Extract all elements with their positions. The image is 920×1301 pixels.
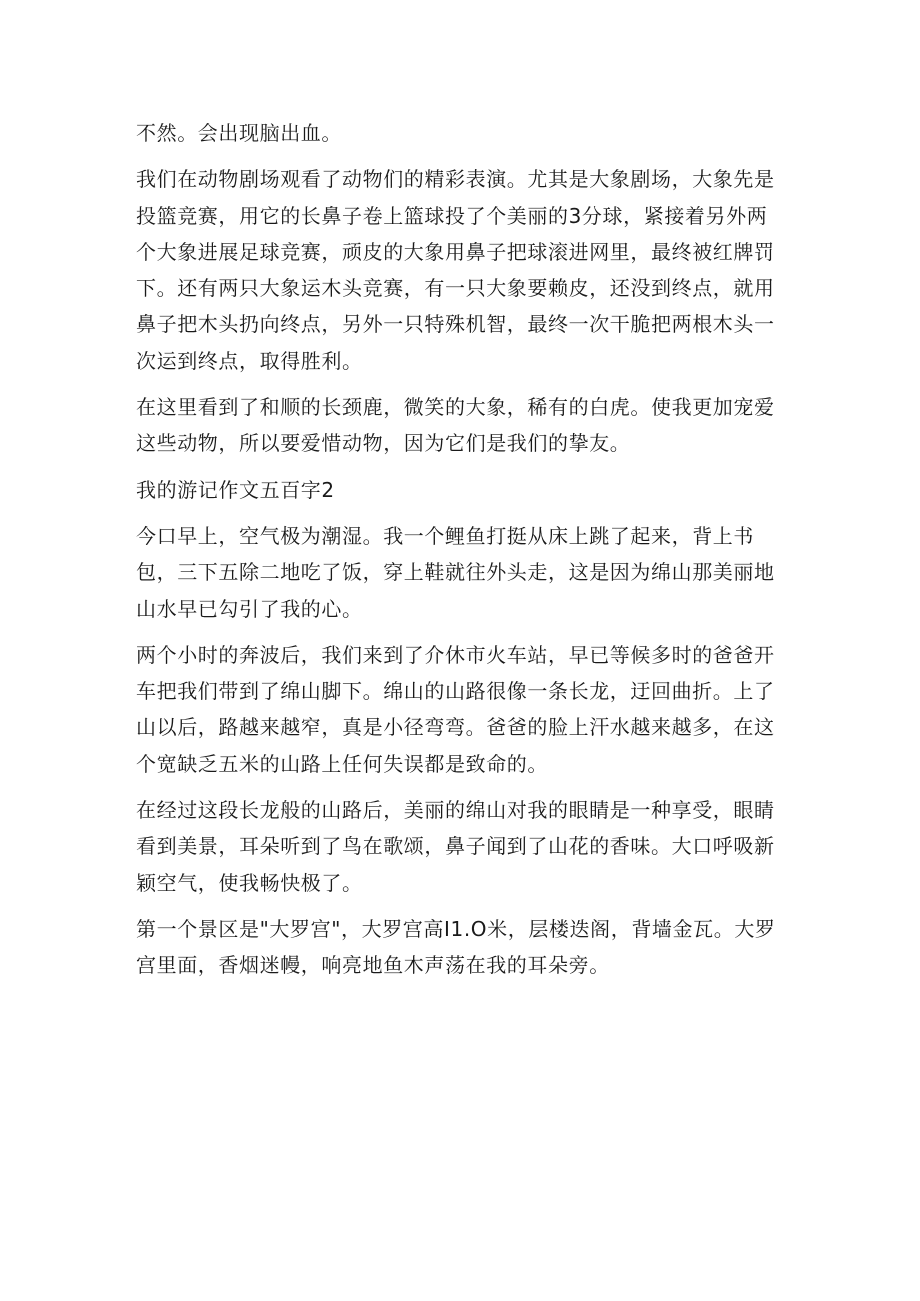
document-body: [136, 115, 786, 984]
paragraph-3: 在这里看到了和顺的长颈鹿，微笑的大象，稀有的白虎。使我更加宠爱这些动物，所以要爱惜动物，因为它们是我们的挚友。: [136, 395, 775, 456]
paragraph-7: 第一个景区是"大罗宫"，大罗宫高I1.O米，层楼迭阁，背墙金瓦。大罗宫里面，香烟迷幔，响亮地鱼木声荡在我的耳朵旁。: [136, 916, 776, 978]
paragraph-6: 在经过这段长龙般的山路后，美丽的绵山对我的眼睛是一种享受，眼睛看到美景，耳朵听到了鸟在歌颂，鼻子闻到了山花的香味。大口呼吸新颖空气，使我畅快极了。: [136, 798, 775, 895]
paragraph-1: 不然。会出现脑出血。: [136, 121, 342, 145]
section-heading: 我的游记作文五百字2: [136, 477, 335, 502]
paragraph-5: 两个小时的奔波后，我们来到了介休市火车站，早已等候多时的爸爸开车把我们带到了绵山脚下。绵山的山路很像一条长龙，迂回曲折。上了山以后，路越来越窄，真是小径弯弯。爸爸的脸上汗水越来越多，在这个宽缺乏五米的山路上任何失误都是致命的。: [136, 642, 775, 776]
paragraph-2: 我们在动物剧场观看了动物们的精彩表演。尤其是大象剧场，大象先是投篮竞赛，用它的长鼻子卷上篮球投了个美丽的3分球，紧接着另外两个大象进展足球竞赛，顽皮的大象用鼻子把球滚进网里，最终被红牌罚下。还有两只大象运木头竞赛，有一只大象要赖皮，还没到终点，就用鼻子把木头扔向终点，另外一只特殊机智，最终一次干脆把两根木头一次运到终点，取得胜利。: [136, 167, 775, 373]
paragraph-4: 今口早上，空气极为潮湿。我一个鲤鱼打挺从床上跳了起来，背上书包，三下五除二地吃了饭，穿上鞋就往外头走，这是因为绵山那美丽地山水早已勾引了我的心。: [136, 523, 775, 621]
